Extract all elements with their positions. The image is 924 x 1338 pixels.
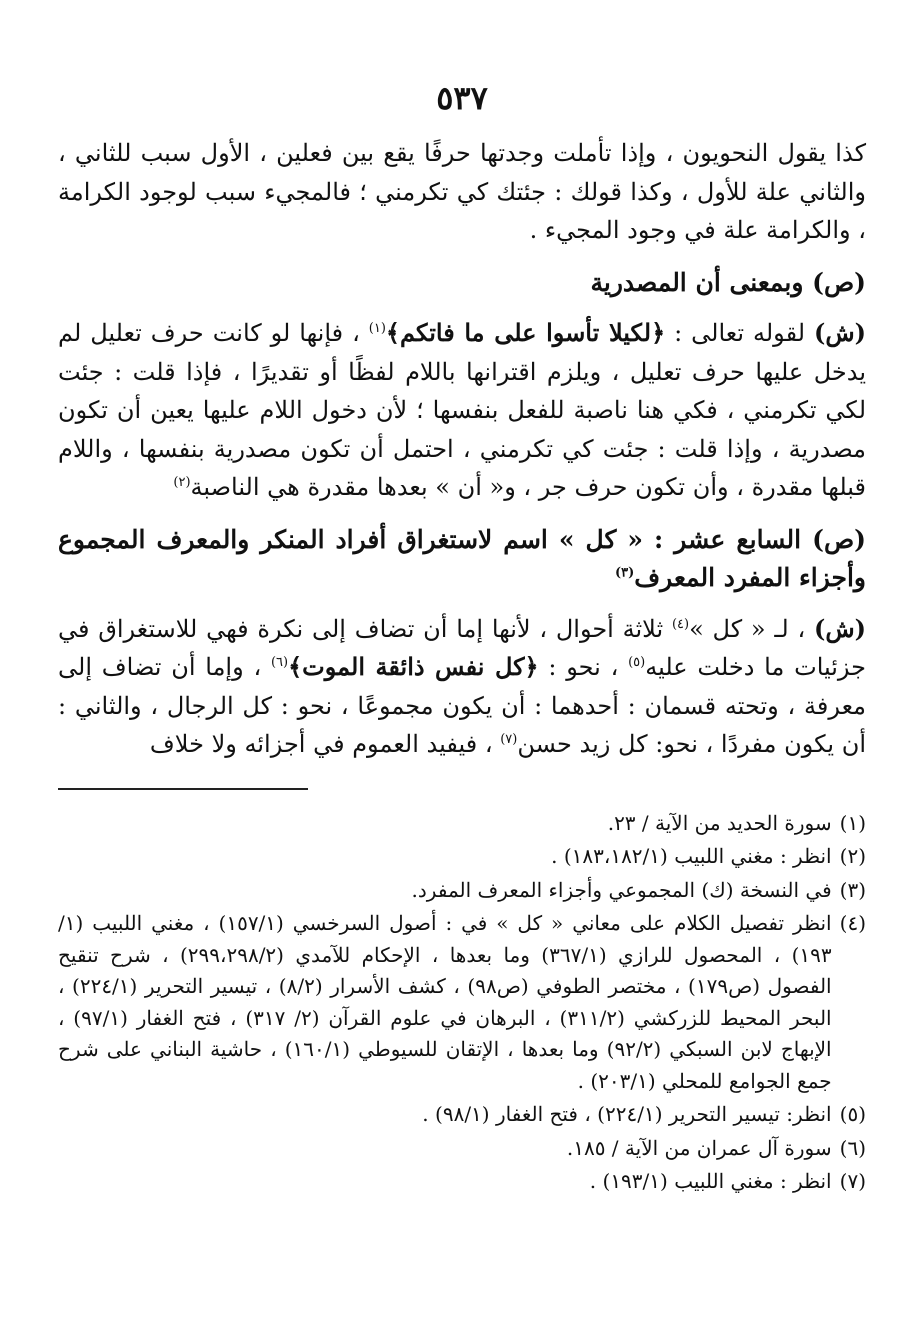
paragraph-3-c: ، نحو : bbox=[538, 653, 629, 681]
footnote-7-number: (٧) bbox=[839, 1169, 866, 1193]
footnote-3-number: (٣) bbox=[839, 877, 866, 902]
quran-verse-1: ﴿لكيلا تأسوا على ما فاتكم﴾ bbox=[385, 318, 666, 347]
footnote-4 bbox=[58, 908, 866, 1097]
footnote-5 bbox=[58, 1099, 866, 1131]
footnote-ref-6[interactable]: (٦) bbox=[270, 655, 289, 670]
footnotes bbox=[58, 808, 866, 1198]
paragraph-3-mark: (ش) bbox=[813, 613, 866, 643]
footnote-6 bbox=[58, 1133, 866, 1165]
heading-2 bbox=[58, 521, 866, 598]
footnote-3-text: في النسخة (ك) المجموعي وأجزاء المعرف المفرد. bbox=[411, 877, 832, 902]
footnote-1 bbox=[58, 808, 866, 840]
footnote-2 bbox=[58, 841, 866, 873]
heading-2-mark: (ص) bbox=[812, 524, 866, 554]
heading-1 bbox=[58, 264, 866, 303]
paragraph-3-e: ، فيفيد العموم في أجزائه ولا خلاف bbox=[149, 730, 501, 758]
footnote-4-text: انظر تفصيل الكلام على معاني « كل » في : أصول السرخسي (١٥٧/١) ، مغني اللبيب (١/ ١٩٣) ، المحصول للرازي (٣٦٧/١) وما بعدها ، الإحكام للآمدي (٢٩٩،٢٩٨/٢) ، شرح تنقيح الفصول (ص١٧٩) ، مختصر الطوفي (ص٩٨) ، كشف الأسرار (٨/٢) ، تيسير التحرير (٢٢٤/١) ، البحر المحيط للزركشي (٣١١/٢) ، البرهان في علوم القرآن (٢/ ٣١٧) ، فتح الغفار (٩٧/١) ، الإبهاج لابن السبكي (٩٢/٢) وما بعدها ، الإتقان للسيوطي (١٦٠/١) ، حاشية البناني على شرح جمع الجوامع للمحلي (٢٠٣/١) . bbox=[58, 911, 832, 1093]
footnote-1-text: سورة الحديد من الآية / ٢٣. bbox=[607, 810, 832, 835]
quran-verse-2: ﴿كل نفس ذائقة الموت﴾ bbox=[288, 652, 539, 681]
paragraph-3-b: ثلاثة أحوال ، لأنها إما أن تضاف إلى نكرة فهي للاستغراق في جزئيات ما دخلت عليه bbox=[58, 614, 867, 681]
footnote-3 bbox=[58, 875, 866, 907]
footnote-6-number: (٦) bbox=[839, 1135, 866, 1160]
heading-1-mark: (ص) bbox=[812, 267, 866, 297]
paragraph-2-post: ، فإنها لو كانت حرف تعليل لم يدخل عليها حرف تعليل ، ويلزم اقترانها باللام لفظًا أو تقديرًا ، فإذا قلت : جئت لكي تكرمني ، فكي هنا ناصبة للفعل بنفسها ؛ لأن دخول اللام عليها يعين أن تكون مصدرية ، وإذا قلت : جئت كي تكرمني ، احتمل أن تكون مصدرية بنفسها ، واللام قبلها مقدرة ، وأن تكون حرف جر ، و« أن » بعدها مقدرة هي الناصبة bbox=[58, 319, 867, 501]
footnote-5-number: (٥) bbox=[839, 1102, 866, 1126]
footnote-5-text: انظر: تيسير التحرير (٢٢٤/١) ، فتح الغفار (٩٨/١) . bbox=[422, 1102, 832, 1126]
paragraph-2-pre: لقوله تعالى : bbox=[665, 319, 814, 347]
paragraph-3-d: ، وإما أن تضاف إلى معرفة ، وتحته قسمان : أحدهما : أن يكون مجموعًا ، نحو : كل الرجال ، والثاني : أن يكون مفردًا ، نحو: كل زيد حسن bbox=[58, 653, 866, 758]
footnote-ref-7[interactable]: (٧) bbox=[500, 732, 518, 747]
paragraph-2 bbox=[58, 314, 866, 507]
paragraph-3-a: ، لـ « كل » bbox=[689, 614, 814, 643]
footnote-divider bbox=[58, 788, 308, 790]
footnote-7-text: انظر : مغني اللبيب (١٩٣/١) . bbox=[589, 1169, 832, 1193]
footnote-ref-4[interactable]: (٤) bbox=[671, 616, 690, 632]
footnote-7 bbox=[58, 1166, 866, 1198]
footnote-2-number: (٢) bbox=[839, 844, 866, 868]
footnote-1-number: (١) bbox=[839, 810, 866, 835]
paragraph-1: كذا يقول النحويون ، وإذا تأملت وجدتها حرفًا يقع بين فعلين ، الأول سبب للثاني ، والثاني علة للأول ، وكذا قولك : جئتك كي تكرمني ؛ فالمجيء سبب لوجود الكرامة ، والكرامة علة في وجود المجيء . bbox=[58, 139, 867, 244]
footnote-4-number: (٤) bbox=[839, 911, 866, 935]
footnote-2-text: انظر : مغني اللبيب (١٨٣،١٨٢/١) . bbox=[551, 844, 832, 868]
footnote-ref-5[interactable]: (٥) bbox=[628, 655, 646, 670]
paragraph-2-mark: (ش) bbox=[813, 318, 866, 347]
footnote-ref-2[interactable]: (٢) bbox=[173, 475, 191, 490]
page-number: ٥٣٧ bbox=[436, 79, 488, 117]
footnote-ref-1[interactable]: (١) bbox=[368, 321, 386, 336]
footnote-6-text: سورة آل عمران من الآية / ١٨٥. bbox=[566, 1135, 832, 1160]
footnote-ref-3[interactable]: (٣) bbox=[614, 565, 635, 581]
paragraph-3 bbox=[58, 610, 866, 764]
heading-2-text: السابع عشر : « كل » اسم لاستغراق أفراد المنكر والمعرف المجموع وأجزاء المفرد المعرف bbox=[58, 524, 866, 592]
heading-1-text: وبمعنى أن المصدرية bbox=[590, 267, 813, 297]
